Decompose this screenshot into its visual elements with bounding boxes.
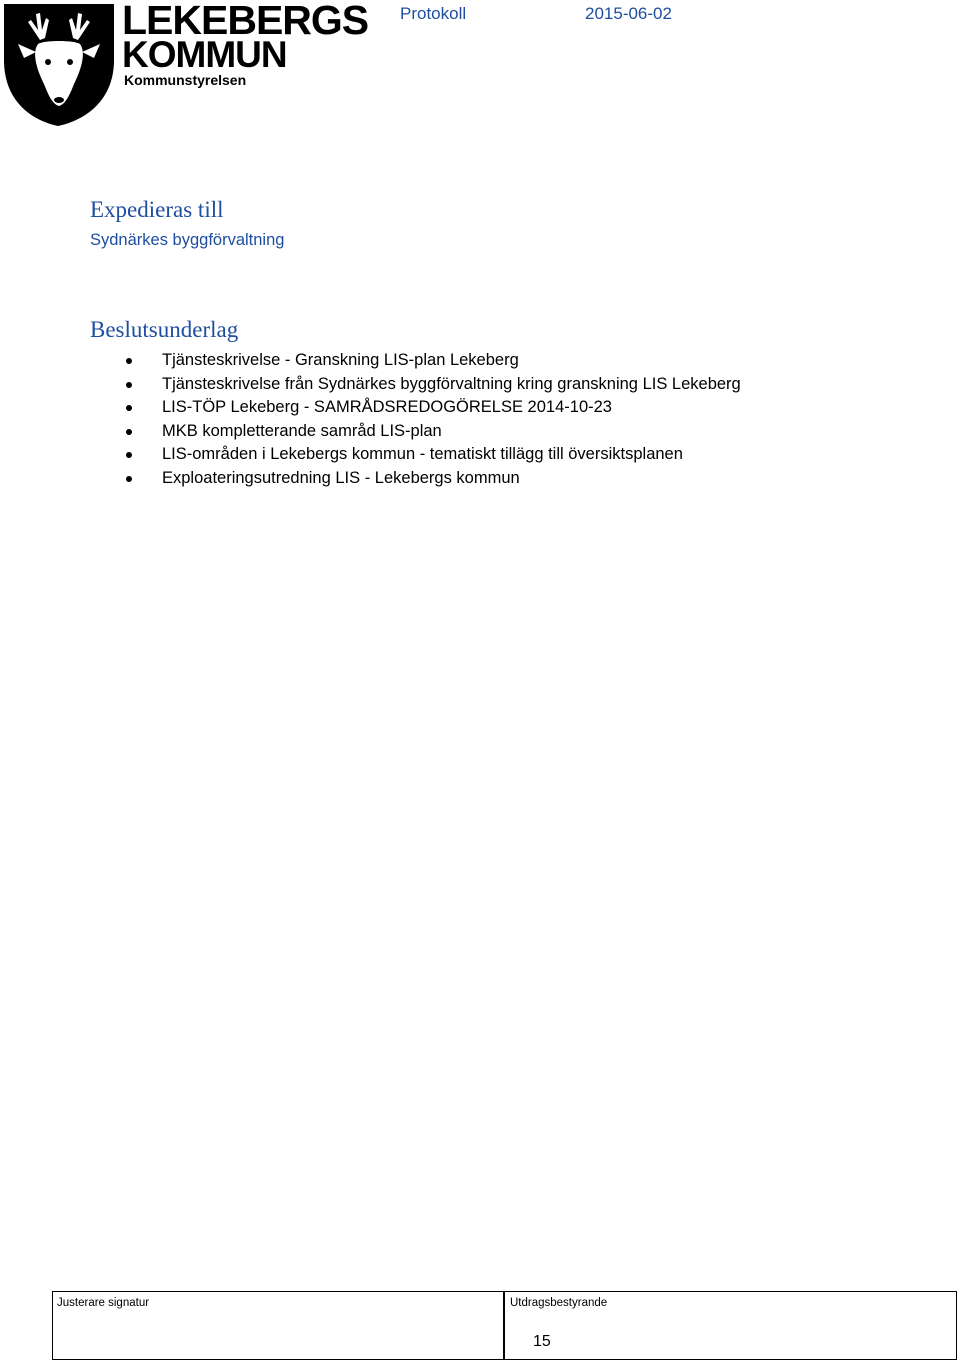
municipality-logo [0, 0, 369, 130]
list-item-text: Tjänsteskrivelse - Granskning LIS-plan Lekeberg [162, 351, 519, 369]
bullet-icon [126, 476, 132, 482]
beslutsunderlag-heading: Beslutsunderlag [90, 317, 239, 342]
bullet-icon [126, 429, 132, 435]
page-number: 15 [533, 1333, 551, 1350]
footer-divider [503, 1292, 505, 1359]
bullet-icon [126, 358, 132, 364]
logo-department: Kommunstyrelsen [124, 72, 247, 88]
list-item-text: LIS-områden i Lekebergs kommun - tematiskt tillägg till översiktsplanen [162, 445, 683, 464]
signature-footer [52, 1291, 957, 1360]
adjuster-signature-label: Justerare signatur [57, 1297, 150, 1309]
document-type: Protokoll [400, 4, 467, 23]
extract-verifier-label: Utdragsbestyrande [510, 1297, 608, 1309]
list-item-text: LIS-TÖP Lekeberg - SAMRÅDSREDOGÖRELSE 2014-10-23 [162, 398, 612, 417]
bullet-icon [126, 382, 132, 388]
bullet-icon [126, 405, 132, 411]
logo-name-line2: KOMMUN [122, 34, 287, 75]
expedieras-recipient: Sydnärkes byggförvaltning [90, 231, 285, 249]
bullet-icon [126, 452, 132, 458]
logo-name-line1: LEKEBERGS [122, 0, 369, 43]
list-item-text: MKB kompletterande samråd LIS-plan [162, 421, 442, 440]
list-item-text: Exploateringsutredning LIS - Lekebergs kommun [162, 468, 520, 487]
coat-of-arms-icon [0, 0, 120, 130]
document-date: 2015-06-02 [585, 4, 672, 23]
expedieras-heading: Expedieras till [90, 197, 224, 222]
list-item-text: Tjänsteskrivelse från Sydnärkes byggförvaltning kring granskning LIS Lekeberg [162, 374, 741, 393]
